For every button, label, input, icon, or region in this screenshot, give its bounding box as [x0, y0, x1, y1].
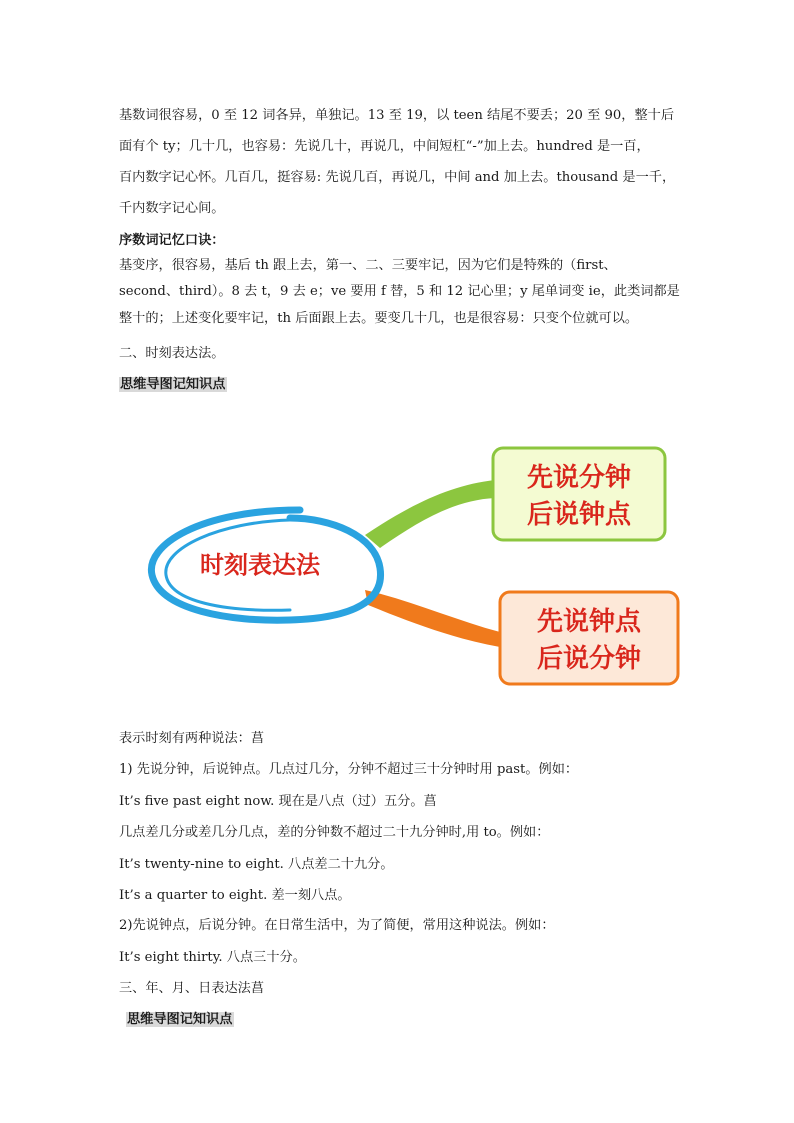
mindmap-diagram: [140, 440, 685, 690]
mindmap-label-text: 思维导图记知识点: [127, 1012, 233, 1027]
section-heading: 二、时刻表达法。: [119, 346, 225, 361]
mindmap-label-text: 思维导图记知识点: [120, 377, 226, 392]
green-box-line-1: 先说分钟: [526, 463, 632, 493]
paragraph-line: 基数词很容易，0 至 12 词各异，单独记。13 至 19，以 teen 结尾不要丢；20 至 90，整十后: [119, 108, 675, 123]
ordinal-heading: 序数词记忆口诀：: [119, 233, 225, 248]
paragraph-line: 几点差几分或差几分几点，差的分钟数不超过二十九分钟时,用 to。例如：: [119, 825, 550, 840]
orange-box-line-2: 后说分钟: [536, 644, 642, 674]
center-node: 时刻表达法: [200, 550, 320, 579]
paragraph-line: second、third）。8 去 t，9 去 e；ve 要用 f 替，5 和 12 记心里；y 尾单词变 ie，此类词都是: [119, 284, 680, 299]
paragraph-line: 千内数字记心间。: [119, 201, 225, 216]
paragraph-line: 基变序，很容易，基后 th 跟上去，第一、二、三要牢记，因为它们是特殊的（first、: [119, 258, 617, 273]
green-branch: [365, 480, 495, 548]
paragraph-line: 面有个 ty；几十几，也容易：先说几十，再说几，中间短杠“-”加上去。hundred 是一百，: [119, 139, 650, 154]
example-line: It’s twenty-nine to eight. 八点差二十九分。: [119, 857, 394, 872]
paragraph-line: 2)先说钟点，后说分钟。在日常生活中，为了简便，常用这种说法。例如：: [119, 918, 555, 933]
example-line: It’s eight thirty. 八点三十分。: [119, 950, 306, 965]
paragraph-line: 1) 先说分钟，后说钟点。几点过几分，分钟不超过三十分钟时用 past。例如：: [119, 762, 579, 777]
orange-box-line-1: 先说钟点: [536, 607, 642, 637]
example-line: It’s five past eight now. 现在是八点（过）五分。菖: [119, 794, 437, 809]
green-box-line-2: 后说钟点: [526, 500, 632, 530]
example-line: It’s a quarter to eight. 差一刻八点。: [119, 888, 351, 903]
section-heading: 三、年、月、日表达法菖: [119, 981, 265, 996]
mindmap-label: [119, 373, 227, 392]
mindmap-label: [126, 1008, 234, 1027]
orange-branch: [365, 590, 500, 647]
paragraph-line: 表示时刻有两种说法：菖: [119, 731, 265, 746]
paragraph-line: 百内数字记心怀。几百几，挺容易: 先说几百，再说几，中间 and 加上去。thousand 是一千，: [119, 170, 676, 185]
paragraph-line: 整十的；上述变化要牢记，th 后面跟上去。要变几十几，也是很容易：只变个位就可以。: [119, 311, 639, 326]
